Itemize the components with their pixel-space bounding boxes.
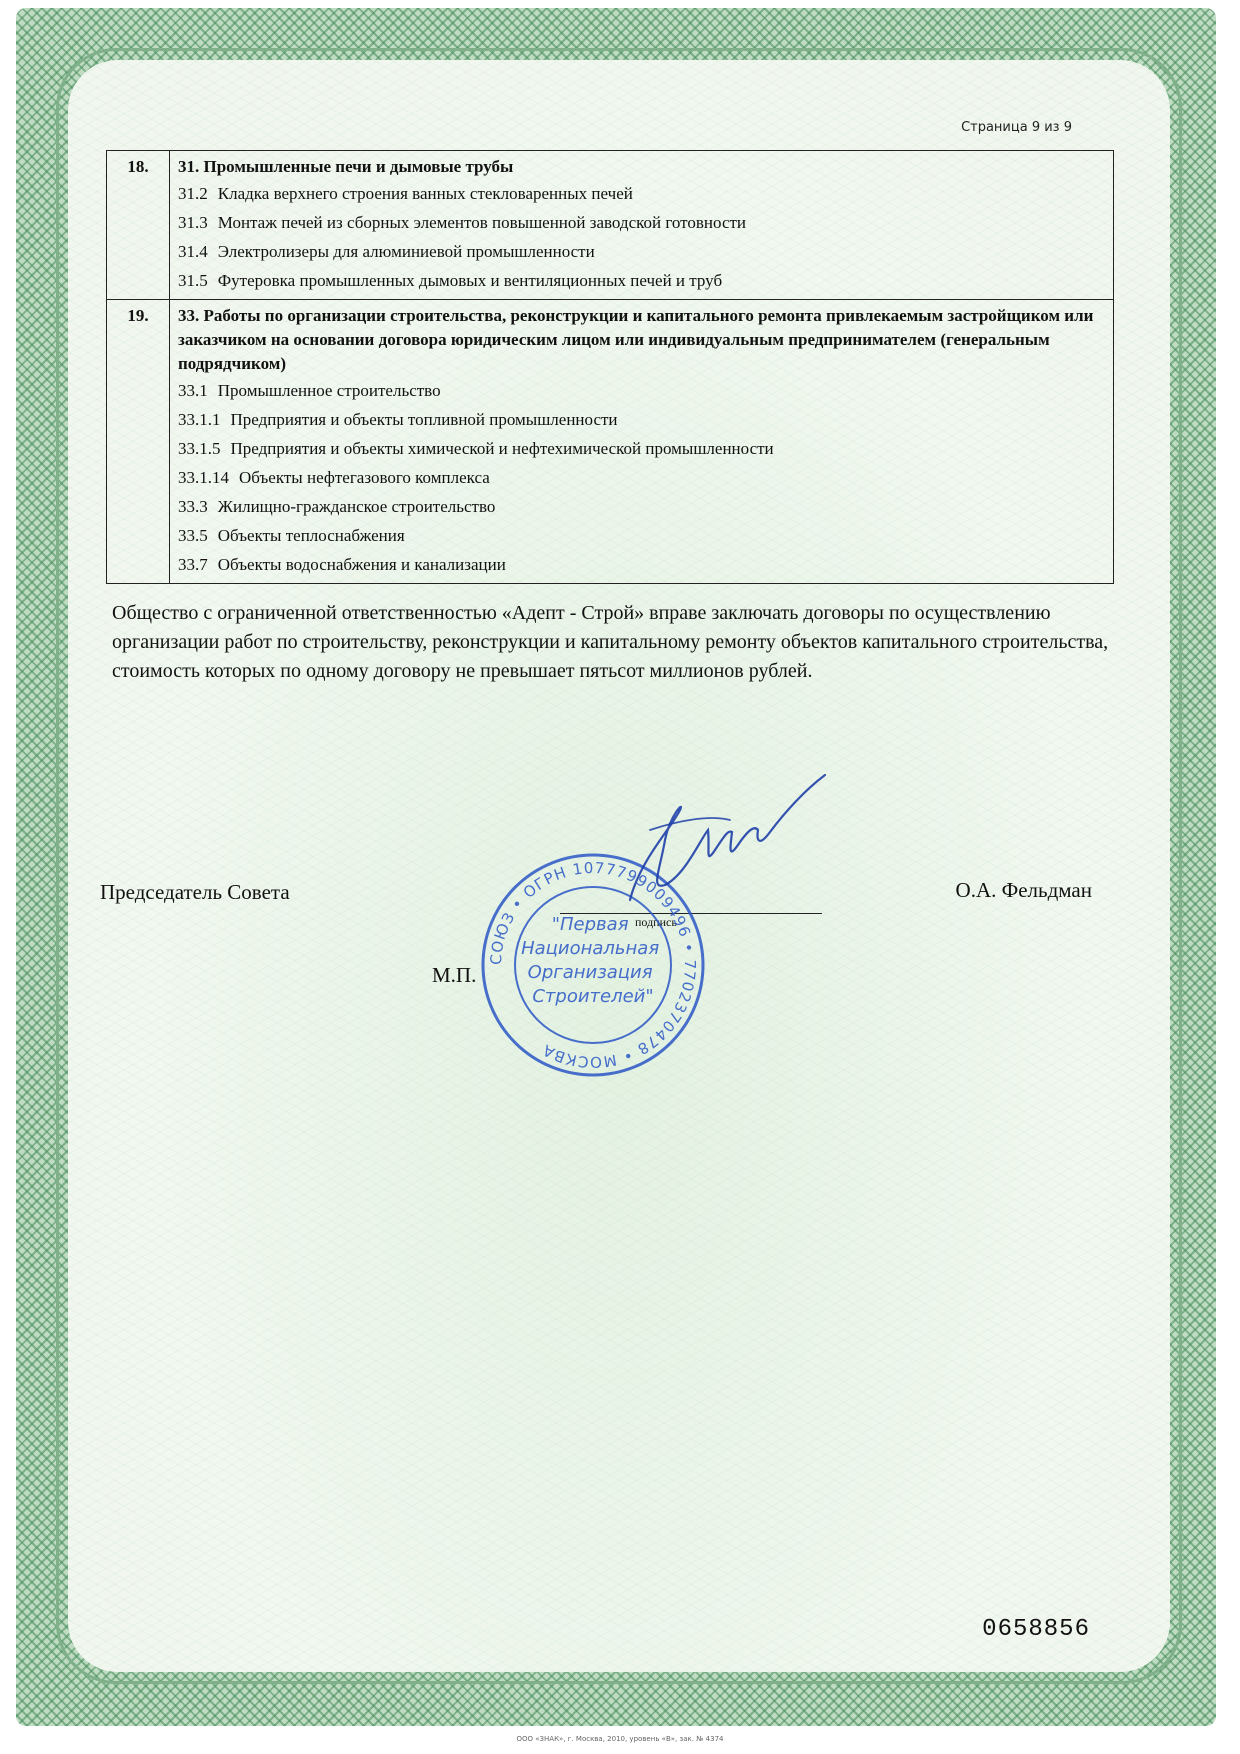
item-text: Объекты теплоснабжения <box>217 526 405 545</box>
list-item <box>178 208 1105 237</box>
item-text: Промышленное строительство <box>217 381 441 400</box>
handwritten-signature <box>610 770 830 920</box>
printer-imprint: ООО «ЗНАК», г. Москва, 2010, уровень «В», зак. № 4374 <box>516 1735 724 1743</box>
seal-inner-line: Организация <box>527 962 653 983</box>
item-text: Электролизеры для алюминиевой промышленности <box>217 242 595 261</box>
list-item <box>178 237 1105 266</box>
row-number: 18. <box>107 151 170 300</box>
serial-number: 0658856 <box>982 1616 1090 1643</box>
row-content <box>170 151 1114 300</box>
list-item <box>178 405 1105 434</box>
list-item <box>178 179 1105 208</box>
item-text: Объекты водоснабжения и канализации <box>217 555 506 574</box>
svg-text:"Первая Национальная О <box>521 914 665 1007</box>
item-code: 33.1.5 <box>178 439 221 458</box>
item-text: Футеровка промышленных дымовых и вентиляционных печей и труб <box>217 271 723 290</box>
list-item <box>178 463 1105 492</box>
seal-inner-line: Национальная <box>521 938 660 959</box>
item-code: 33.3 <box>178 497 208 516</box>
seal-inner-line: Строителей" <box>532 986 654 1007</box>
item-code: 33.5 <box>178 526 208 545</box>
signatory-role: Председатель Совета <box>100 880 290 904</box>
signature-caption: подпись <box>635 915 677 929</box>
item-text: Объекты нефтегазового комплекса <box>239 468 490 487</box>
seal-outer-text: СОЮЗ • ОГРН 1077799009496 • 7702370478 • МОСКВА <box>486 858 700 1072</box>
item-code: 31.2 <box>178 184 208 203</box>
list-item <box>178 550 1105 579</box>
list-item <box>178 266 1105 295</box>
item-code: 31.3 <box>178 213 208 232</box>
list-item <box>178 521 1105 550</box>
row-content <box>170 300 1114 584</box>
item-code: 33.1 <box>178 381 208 400</box>
item-text: Жилищно-гражданское строительство <box>217 497 496 516</box>
table-row <box>107 300 1114 584</box>
item-text: Предприятия и объекты химической и нефтехимической промышленности <box>230 439 774 458</box>
list-item <box>178 434 1105 463</box>
item-text: Кладка верхнего строения ванных стекловаренных печей <box>217 184 633 203</box>
item-code: 31.5 <box>178 271 208 290</box>
group-title: 33. Работы по организации строительства, реконструкции и капитального ремонта привлекаемым застройщиком или заказчиком на основании договора юридическим лицом или индивидуальным предпринимателем (генеральным подрядчиком) <box>178 306 1094 373</box>
seal-inner-line: "Первая <box>551 914 629 935</box>
signatory-name: О.А. Фельдман <box>955 878 1092 902</box>
list-item <box>178 376 1105 405</box>
table-row <box>107 151 1114 300</box>
permission-statement: Общество с ограниченной ответственностью «Адепт - Строй» вправе заключать договоры по осуществлению организации работ по строительству, реконструкции и капитальному ремонту объектов капитального строительства, стоимость которых по одному договору не превышает пятьсот миллионов рублей. <box>112 602 1109 682</box>
item-text: Монтаж печей из сборных элементов повышенной заводской готовности <box>217 213 747 232</box>
item-code: 31.4 <box>178 242 208 261</box>
item-code: 33.1.14 <box>178 468 229 487</box>
item-text: Предприятия и объекты топливной промышленности <box>230 410 618 429</box>
list-item <box>178 492 1105 521</box>
row-number: 19. <box>107 300 170 584</box>
works-table <box>106 150 1114 584</box>
group-title: 31. Промышленные печи и дымовые трубы <box>178 157 514 176</box>
page-counter: Страница 9 из 9 <box>961 120 1072 135</box>
item-code: 33.1.1 <box>178 410 221 429</box>
item-code: 33.7 <box>178 555 208 574</box>
stamp-place-label: М.П. <box>432 963 477 987</box>
